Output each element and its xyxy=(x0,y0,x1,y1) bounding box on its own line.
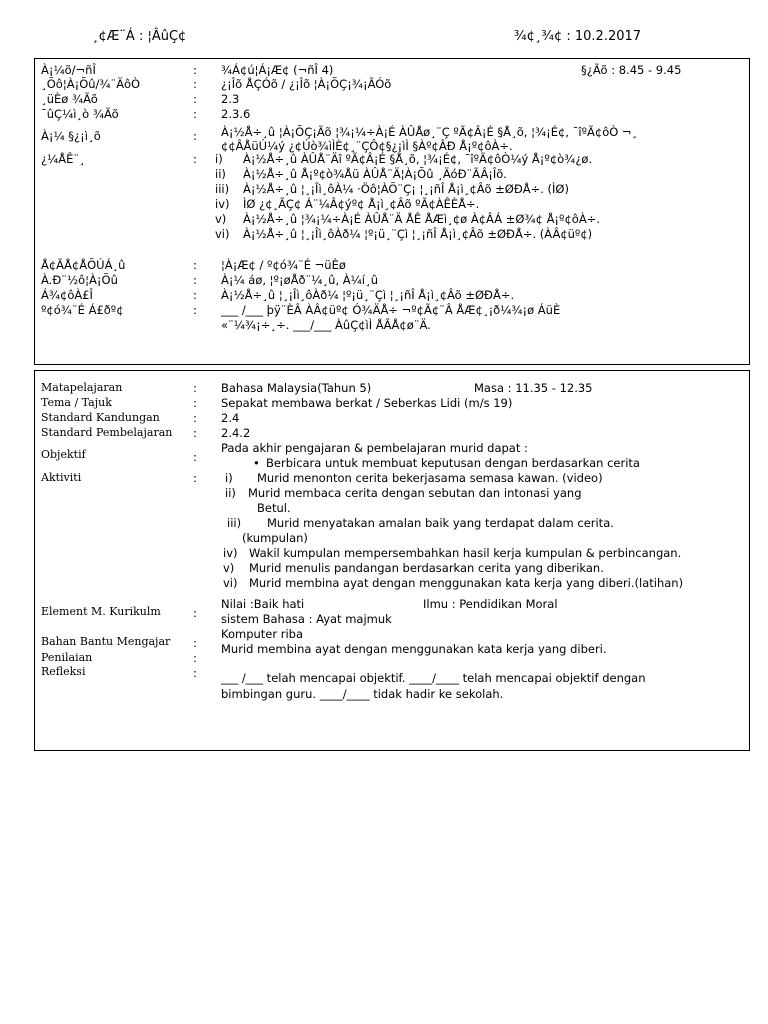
activity-num: iii) xyxy=(227,516,242,530)
colon: : xyxy=(193,258,197,272)
label-standard-content: Standard Kandungan xyxy=(41,411,160,424)
activity-text: Murid membaca cerita dengan sebutan dan intonasi yang xyxy=(248,486,582,500)
colon: : xyxy=(193,273,197,287)
activity-num: iii) xyxy=(215,182,230,196)
label-reflection: Refleksi xyxy=(41,665,86,678)
colon: : xyxy=(193,63,197,77)
label-element: Element M. Kurikulm xyxy=(41,605,161,618)
assessment-value: Murid membina ayat dengan menggunakan kata kerja yang diberi. xyxy=(221,642,607,656)
reflection-line-2: «¨¼¾¡÷¸÷. ___/___ ÀûÇ¢ìÌ ÅÃÅ¢ø¨Ä. xyxy=(221,318,431,332)
subject-value: ¾Á¢ú¦Á¡Æ¢ (¬ñÎ 4) xyxy=(221,63,334,77)
colon: : xyxy=(193,77,197,91)
time-value: §¿Ãõ : 8.45 - 9.45 xyxy=(581,63,682,77)
label-theme: ¸Õô¦À¡Õû/¾¨ÄôÒ xyxy=(41,77,141,91)
label-standard-learning: Standard Pembelajaran xyxy=(41,426,173,439)
reflection-line-1: ___ /___ þÿ¨ÈÂ ÀÂ¢üº¢ Ó¾ÄÅ÷ ¬º¢Ã¢¨Â ÅÆ¢¸¡ð¼¾¡ø ÁüÈ xyxy=(221,303,561,317)
colon: : xyxy=(193,666,197,680)
activity-text-continued: (kumpulan) xyxy=(242,531,308,545)
colon: : xyxy=(193,288,197,302)
colon: : xyxy=(193,606,197,620)
time-value: Masa : 11.35 - 12.35 xyxy=(474,381,593,395)
activity-num: iv) xyxy=(223,546,238,560)
activity-num: i) xyxy=(225,471,233,485)
activity-text: ÌØ ¿¢¸ÃÇ¢ Á¨¼Â¢ýº¢ Å¡ì¸¢Âõ ºÃ¢ÀÊÈÅ÷. xyxy=(243,197,480,211)
objective-intro: Pada akhir pengajaran & pembelajaran murid dapat : xyxy=(221,441,528,455)
objective-bullet-text: Berbicara untuk membuat keputusan dengan berdasarkan cerita xyxy=(266,456,640,470)
element-values: Nilai :Baik hati xyxy=(221,597,305,611)
label-material: À.Ð¨½ô¦À¡Õû xyxy=(41,273,118,287)
standard-content-value: 2.4 xyxy=(221,411,240,425)
activity-text: Murid membina ayat dengan menggunakan kata kerja yang diberi.(latihan) xyxy=(249,576,684,590)
colon: : xyxy=(193,152,197,166)
element-language-system: sistem Bahasa : Ayat majmuk xyxy=(221,612,392,626)
label-reflection: º¢ó¾¨É Á£ðº¢ xyxy=(41,303,124,317)
colon: : xyxy=(193,396,197,410)
tamil-lesson-plan xyxy=(34,58,750,365)
subject-value: Bahasa Malaysia(Tahun 5) xyxy=(221,381,372,395)
standard-learning-value: 2.4.2 xyxy=(221,426,251,440)
objective-bullet-marker: • xyxy=(253,456,260,470)
activity-num: v) xyxy=(223,561,235,575)
label-material: Bahan Bantu Mengajar xyxy=(41,635,171,648)
activity-num: ii) xyxy=(215,167,226,181)
theme-value: Sepakat membawa berkat / Seberkas Lidi (m/s 19) xyxy=(221,396,513,410)
activity-num: vi) xyxy=(215,227,230,241)
activity-text: À¡½Å÷¸û ÀÛÅ¨Äî ºÃ¢Â¡É §Å¸õ, ¦¾¡É¢, ¯îºÃ¢ôÒ¼ý Å¡º¢ò¾¿ø. xyxy=(243,152,593,166)
activity-text: Murid menyatakan amalan baik yang terdapat dalam cerita. xyxy=(267,516,614,530)
label-subject: À¡¼õ/¬ñÎ xyxy=(41,63,96,77)
activity-text: Murid menonton cerita bekerjasama semasa kawan. (video) xyxy=(257,471,603,485)
theme-value: ¿¡Îõ ÅÇÓõ / ¿¡Îõ ¦À¡ÕÇ¡¾¡ÃÓõ xyxy=(221,77,392,91)
header-teacher-label: ¸¢Æ¨Á : ¦ÂûÇ¢ xyxy=(92,29,187,44)
colon: : xyxy=(193,107,197,121)
label-assessment: Á¾¢ôÀ£Î xyxy=(41,288,93,302)
label-assessment: Penilaian xyxy=(41,651,93,664)
material-value: À¡¼ áø, ¦º¡øÅð¨¼¸û, À¼í¸û xyxy=(221,273,379,287)
activity-num: ii) xyxy=(225,486,236,500)
objective-line-1: À¡½Å÷¸û ¦À¡ÕÇ¡Ãõ ¦¾¡¼÷À¡É ÀÛÅø¸¨Ç ºÃ¢Â¡É §Å¸õ, ¦¾¡É¢, ¯îºÃ¢ôÒ ¬¸ xyxy=(221,125,638,139)
standard-learning-value: 2.3.6 xyxy=(221,107,251,121)
element-value: ¦À¡Æ¢ / º¢ó¾¨É ¬üÈø xyxy=(221,258,346,272)
activity-text: Wakil kumpulan mempersembahkan hasil kerja kumpulan & perbincangan. xyxy=(249,546,682,560)
element-knowledge: Ilmu : Pendidikan Moral xyxy=(423,597,558,611)
label-theme: Tema / Tajuk xyxy=(41,396,112,409)
label-activity: Aktiviti xyxy=(41,471,82,484)
colon: : xyxy=(193,92,197,106)
activity-text: À¡½Å÷¸û ¦¸¡Îì¸ôÀð¼ ¦º¡ü¸¨Çì ¦¸¡ñÎ Å¡ì¸¢Âõ ±ØÐÅ÷. (ÀÂ¢üº¢) xyxy=(243,227,593,241)
colon: : xyxy=(193,381,197,395)
label-objective: Objektif xyxy=(41,448,86,461)
activity-num: iv) xyxy=(215,197,230,211)
label-standard-content: ¸üÈø ¾Ãõ xyxy=(41,92,98,106)
colon: : xyxy=(193,411,197,425)
label-objective: À¡¼ §¿¡ì¸õ xyxy=(41,129,101,143)
activity-num: vi) xyxy=(223,576,238,590)
activity-text: À¡½Å÷¸û ¦¾¡¼÷À¡É ÀÛÅ¨Ä ÅÊ ÅÆì¸¢ø À¢ÂÁ ±Ø¾¢ Å¡º¢ôÀ÷. xyxy=(243,212,600,226)
label-activity: ¿¼ÅÊ¨¸ xyxy=(41,152,85,166)
reflection-line-2: bimbingan guru. ____/____ tidak hadir ke sekolah. xyxy=(221,687,504,701)
malay-lesson-plan xyxy=(34,370,750,751)
standard-content-value: 2.3 xyxy=(221,92,240,106)
activity-text: À¡½Å÷¸û Å¡º¢ò¾Åü ÀÛÅ¨Ä¦À¡Õû ¸ÄóÐ¨ÃÂ¡Îõ. xyxy=(243,167,507,181)
colon: : xyxy=(193,129,197,143)
activity-text: Murid menulis pandangan berdasarkan cerita yang diberikan. xyxy=(249,561,604,575)
colon: : xyxy=(193,426,197,440)
objective-line-2: ¢¢ÂÅüÚ¼ý ¿¢Úò¾ìÌÈ¢¸¨ÇÔ¢§¿¡ìÌ §Àº¢ÂÐ Å¡º¢ôÀ÷. xyxy=(221,139,513,153)
label-subject: Matapelajaran xyxy=(41,381,123,394)
colon: : xyxy=(193,450,197,464)
label-element: Å¢ÃÅ¢ÅÕÚÁ¸û xyxy=(41,258,126,272)
header-date: ¾¢¸¾¢ : 10.2.2017 xyxy=(514,29,642,44)
colon: : xyxy=(193,471,197,485)
colon: : xyxy=(193,651,197,665)
material-value: Komputer riba xyxy=(221,627,304,641)
activity-text-continued: Betul. xyxy=(257,501,291,515)
assessment-value: À¡½Å÷¸û ¦¸¡Îì¸ôÀð¼ ¦º¡ü¸¨Çì ¦¸¡ñÎ Å¡ì¸¢Âõ ±ØÐÅ÷. xyxy=(221,288,515,302)
activity-num: i) xyxy=(215,152,223,166)
reflection-line-1: ___ /___ telah mencapai objektif. ____/____ telah mencapai objektif dengan xyxy=(221,671,646,685)
label-standard-learning: ¯ûÇ¼ì¸ò ¾Ãõ xyxy=(41,107,119,121)
colon: : xyxy=(193,636,197,650)
activity-text: À¡½Å÷¸û ¦¸¡Îì¸ôÀ¼ ·Öô¦ÀÕ¨Ç¡ ¦¸¡ñÎ Å¡ì¸¢Âõ ±ØÐÅ÷. (ÌØ) xyxy=(243,182,569,196)
colon: : xyxy=(193,303,197,317)
activity-num: v) xyxy=(215,212,227,226)
